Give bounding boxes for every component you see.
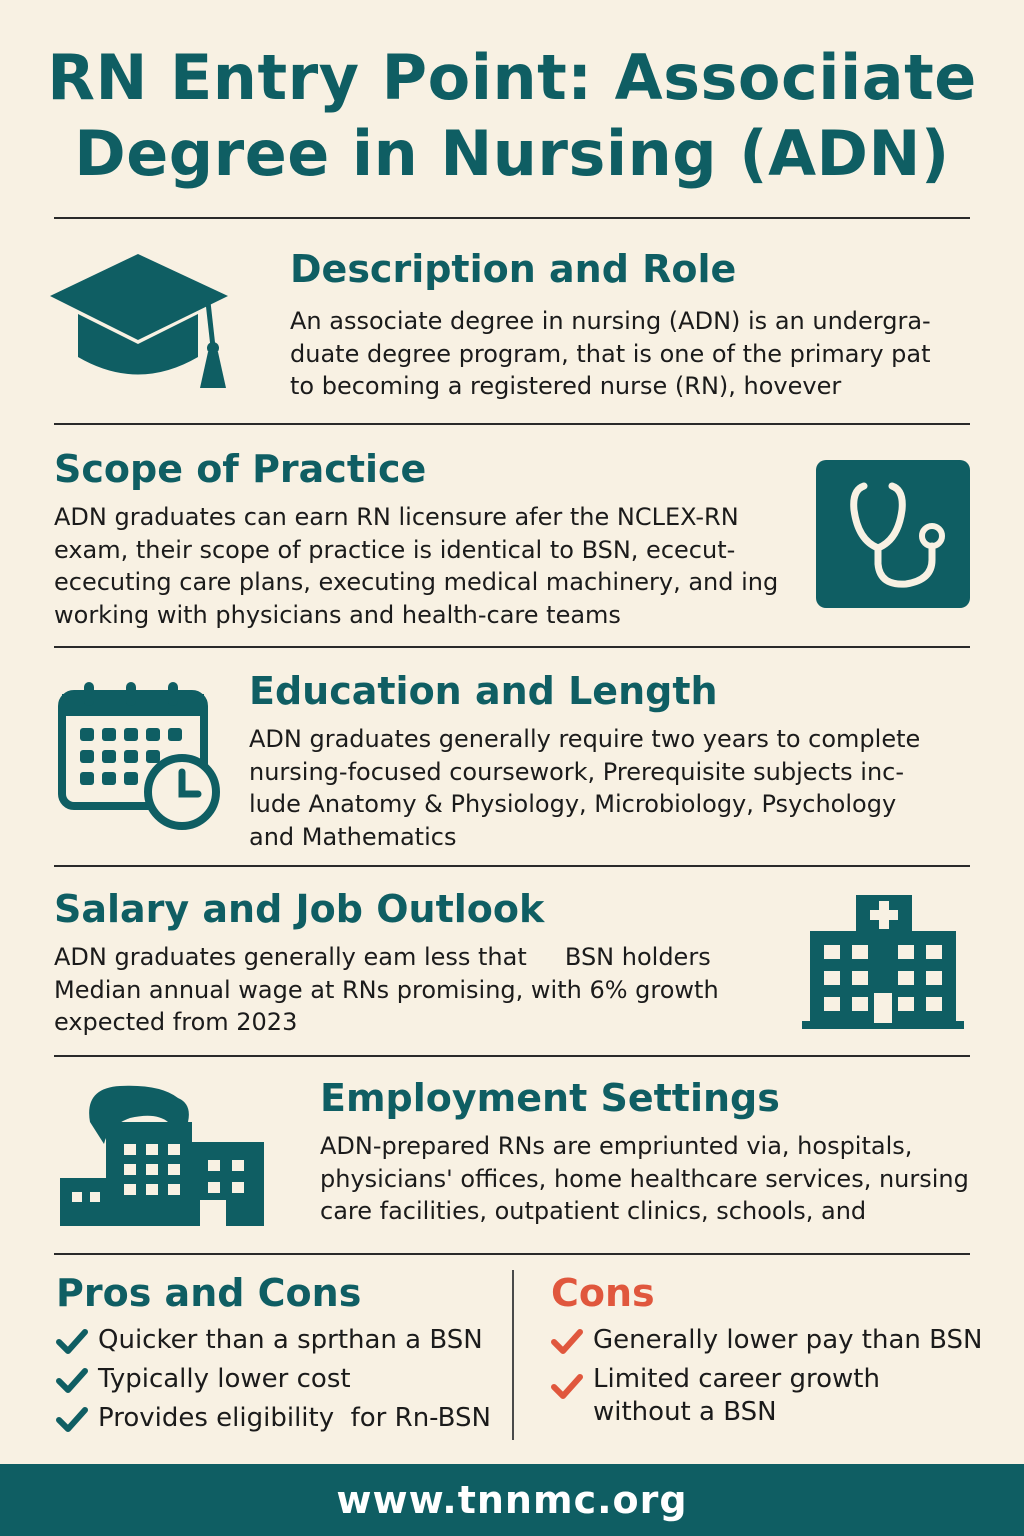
title-line-1: RN Entry Point: Associiate	[47, 41, 977, 114]
divider	[54, 1055, 970, 1057]
page-title	[0, 40, 1024, 192]
title-line-2: Degree in Nursing (ADN)	[74, 117, 950, 190]
section-body-scope	[54, 501, 778, 631]
pros-list	[56, 1324, 491, 1441]
body-line: physicians' offices, home healthcare services, nursing	[320, 1164, 969, 1193]
hospital-icon	[802, 895, 964, 1031]
divider	[54, 646, 970, 648]
check-icon	[56, 1328, 88, 1356]
section-heading-description: Description and Role	[290, 247, 737, 291]
cons-heading: Cons	[551, 1271, 655, 1315]
body-line: lude Anatomy & Physiology, Microbiology, Psychology	[249, 790, 897, 818]
check-icon	[56, 1406, 88, 1434]
section-heading-employment: Employment Settings	[320, 1076, 780, 1120]
body-line: and Mathematics	[249, 822, 457, 851]
cons-item-continued: without a BSN	[593, 1397, 777, 1427]
body-line: duate degree program, that is one of the primary pat	[290, 339, 931, 368]
body-line: expected from 2023	[54, 1008, 298, 1036]
section-body-salary	[54, 941, 719, 1039]
pros-item: Quicker than a sprthan a BSN	[56, 1324, 491, 1357]
cons-item: Limited career growth	[551, 1363, 982, 1396]
cons-item: Generally lower pay than BSN	[551, 1324, 982, 1357]
body-line: ADN graduates generally require two years to complete	[249, 725, 921, 753]
divider	[54, 1253, 970, 1255]
section-heading-education: Education and Length	[249, 669, 718, 713]
body-line: Median annual wage at RNs promising, with 6% growth	[54, 975, 719, 1004]
check-icon	[56, 1367, 88, 1395]
body-line: ADN graduates generally eam less that BSN holders	[54, 943, 711, 971]
pros-cons-divider	[512, 1270, 514, 1440]
divider	[54, 217, 970, 219]
cons-list	[551, 1324, 982, 1435]
footer-banner	[0, 1464, 1024, 1536]
graduation-cap-icon	[48, 252, 232, 392]
footer-url[interactable]: www.tnnmc.org	[336, 1478, 688, 1522]
stethoscope-icon	[816, 460, 970, 608]
section-body-education	[249, 723, 920, 853]
section-heading-scope: Scope of Practice	[54, 447, 427, 491]
section-heading-salary: Salary and Job Outlook	[54, 887, 545, 931]
section-body-employment	[320, 1130, 969, 1228]
body-line: ADN-prepared RNs are empriunted via, hospitals,	[320, 1132, 913, 1160]
body-line: nursing-focused coursework, Prerequisite subjects inc-	[249, 757, 905, 786]
pros-item: Provides eligibility for Rn-BSN	[56, 1402, 491, 1435]
body-line: working with physicians and health-care teams	[54, 600, 621, 629]
building-icon	[60, 1082, 264, 1228]
pros-heading: Pros and Cons	[56, 1271, 362, 1315]
body-line: care facilities, outpatient clinics, schools, and	[320, 1197, 867, 1225]
pros-item: Typically lower cost	[56, 1363, 491, 1396]
body-line: ececuting care plans, executing medical machinery, and ing	[54, 568, 779, 596]
body-line: An associate degree in nursing (ADN) is an undergra-	[290, 307, 931, 335]
divider	[54, 865, 970, 867]
divider	[54, 423, 970, 425]
calendar-clock-icon	[58, 680, 220, 830]
body-line: ADN graduates can earn RN licensure afer the NCLEX-RN	[54, 503, 739, 531]
section-body-description	[290, 305, 931, 403]
check-icon	[551, 1328, 583, 1356]
body-line: to becoming a registered nurse (RN), hovever	[290, 372, 842, 400]
body-line: exam, their scope of practice is identical to BSN, ececut-	[54, 535, 736, 564]
